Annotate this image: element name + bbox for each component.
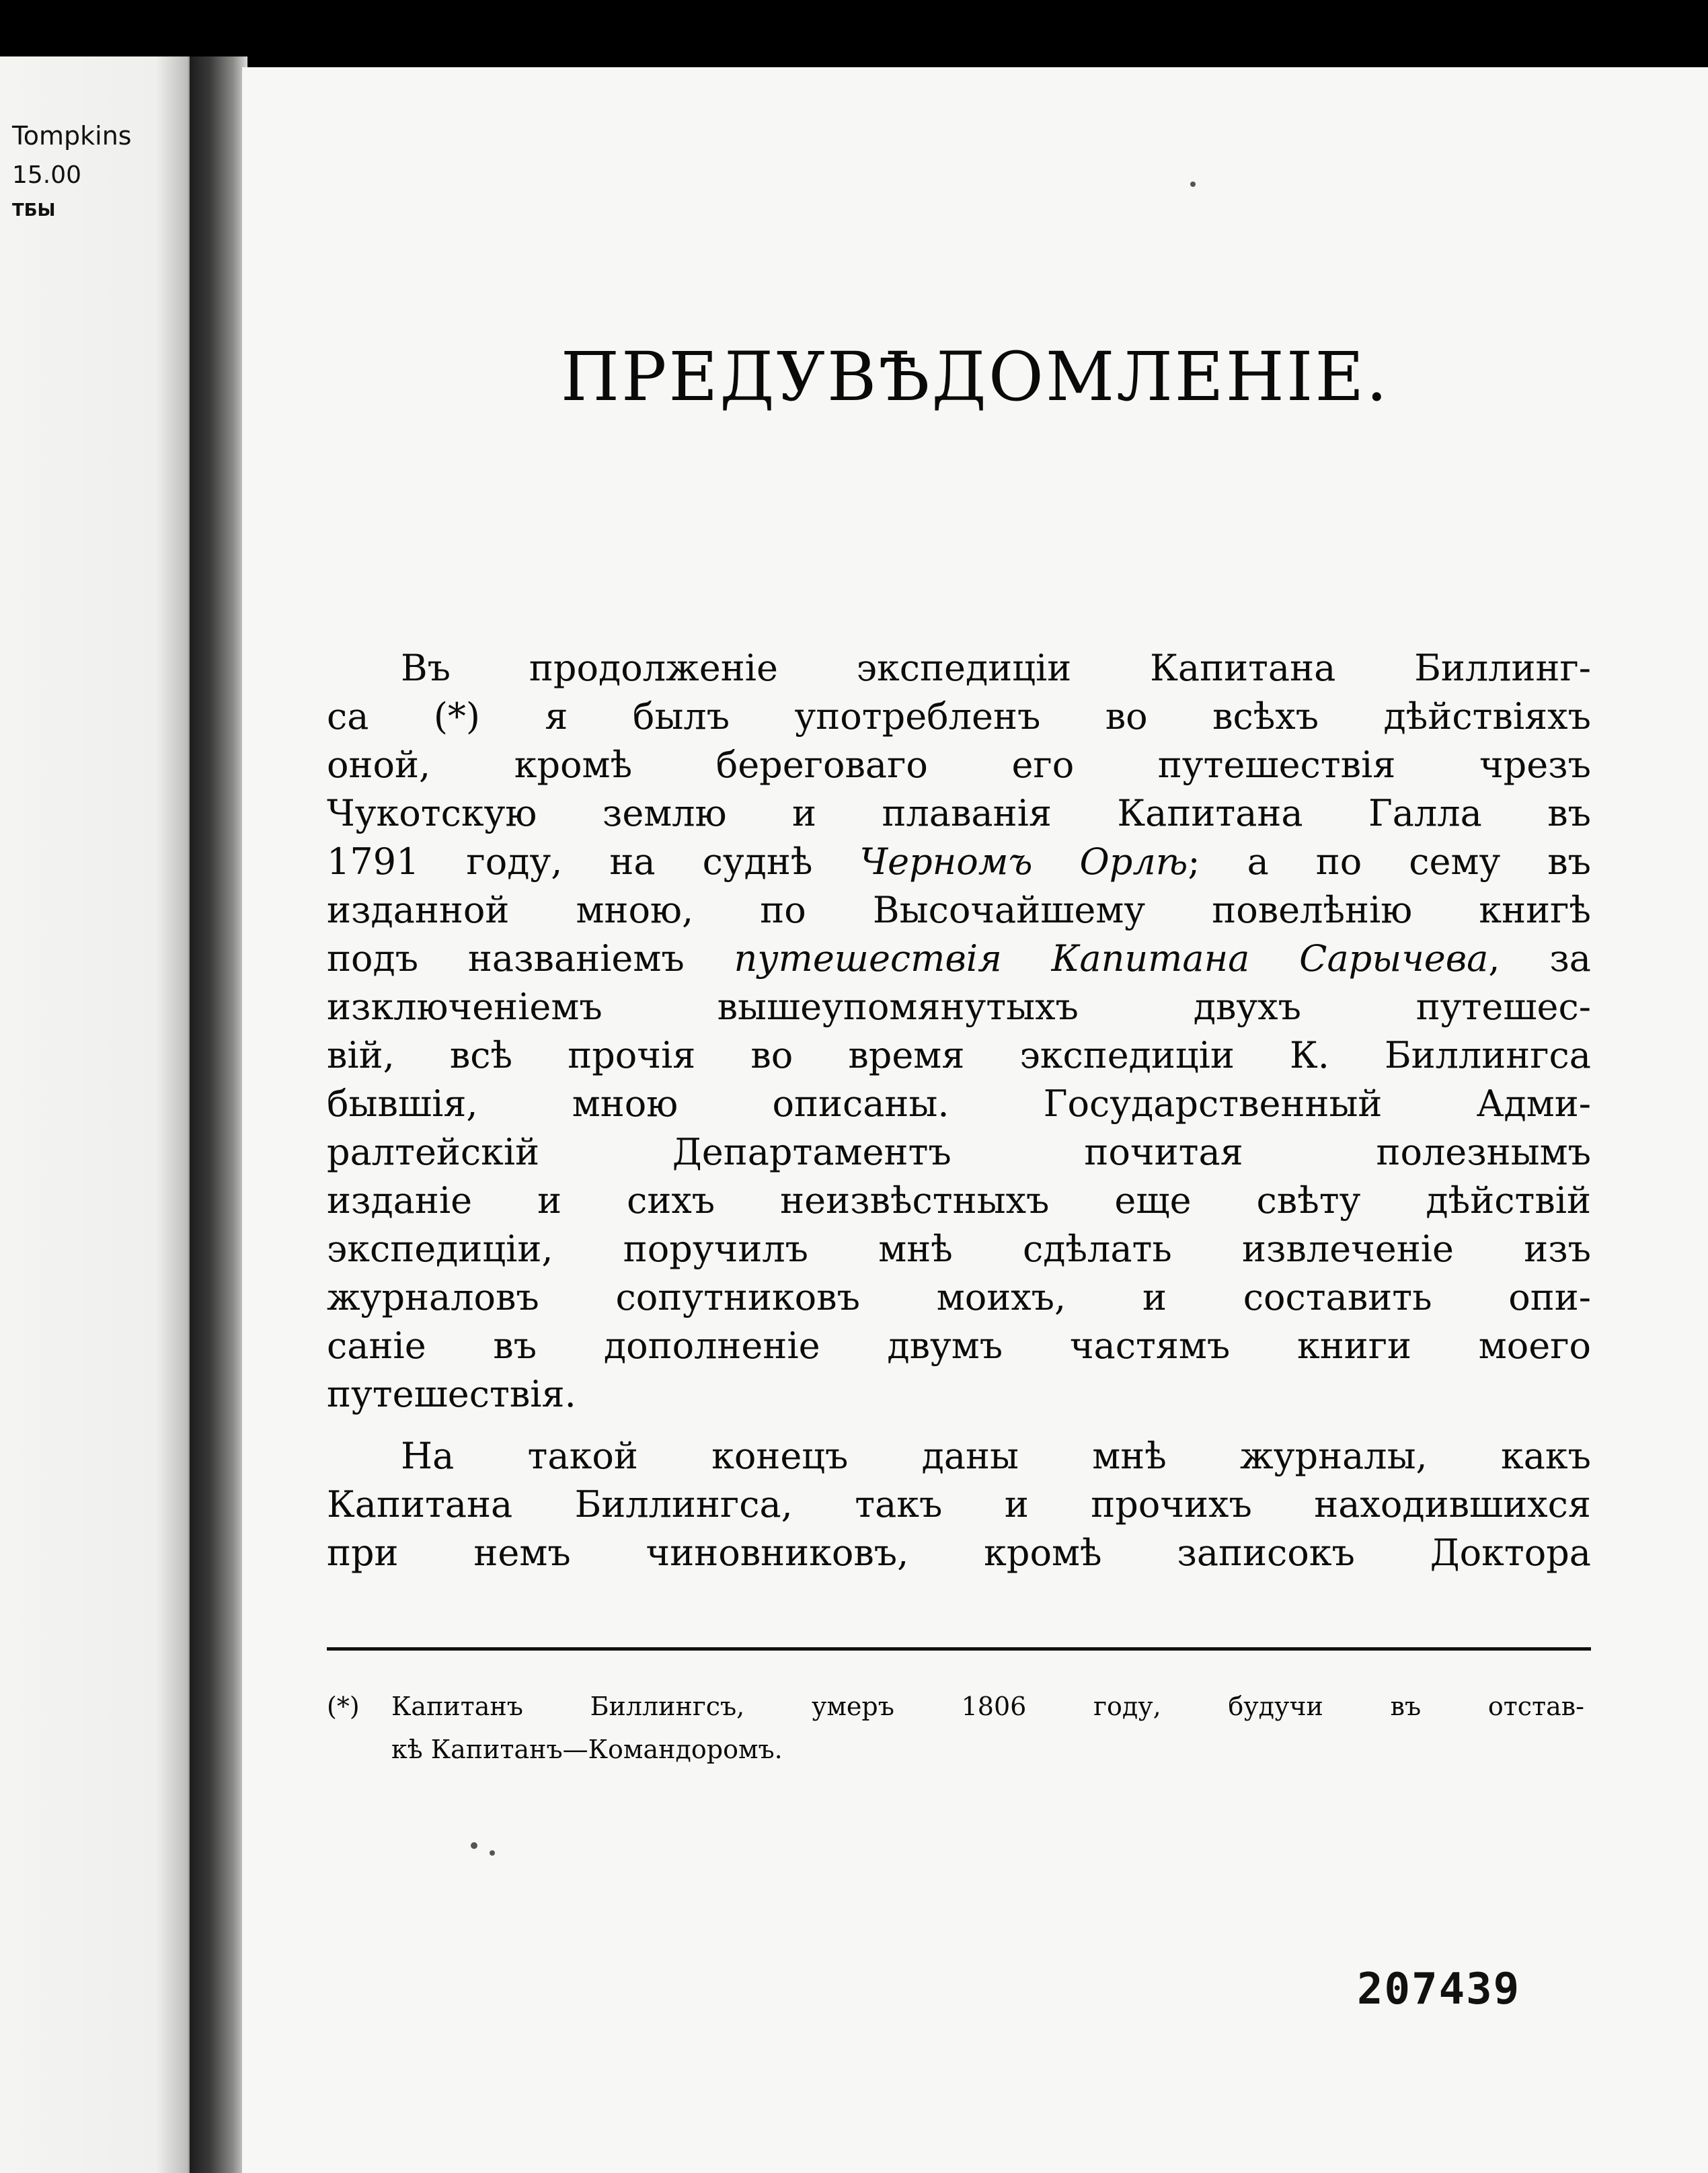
text-line: изданной мною, по Высочайшему повелѣнію книгѣ [327,889,1591,931]
text-line: са (*) я былъ употребленъ во всѣхъ дѣйствіяхъ [327,695,1591,738]
text-segment: , за [1488,937,1591,980]
text-line: путешествія. [327,1373,576,1415]
previous-page-edge [0,56,195,2173]
text-line-with-italic [327,935,1591,983]
text-segment: подъ названіемъ [327,937,685,980]
ship-name: Черномъ Орлѣ [859,840,1188,883]
text-line: изключеніемъ вышеупомянутыхъ двухъ путешес- [327,986,1591,1028]
library-stamp-number: 207439 [1357,1965,1521,2014]
text-line: На такой конецъ даны мнѣ журналы, какъ [401,1435,1591,1477]
footnote [327,1685,1584,1771]
margin-note-code: ТБЫ [12,200,56,221]
book-page [242,67,1708,2173]
text-line: вій, всѣ прочія во время экспедиціи К. Биллингса [327,1034,1591,1076]
text-line: журналовъ сопутниковъ моихъ, и составить опи- [327,1276,1591,1318]
text-line: оной, кромѣ береговаго его путешествія чрезъ [327,744,1591,786]
body-text [327,644,1591,1577]
footnote-mark: (*) [327,1692,360,1721]
text-line: саніе въ дополненіе двумъ частямъ книги моего [327,1325,1591,1367]
text-line: Въ продолженіе экспедиціи Капитана Биллинг- [401,647,1591,689]
text-segment: ; а по сему въ [1188,840,1591,883]
paper-speck [471,1842,477,1849]
text-line: ралтейскій Департаментъ почитая полезнымъ [327,1131,1591,1173]
book-title: путешествія Капитана Сарычева [734,937,1489,980]
text-line: при немъ чиновниковъ, кромѣ записокъ Доктора [327,1532,1591,1574]
footnote-text: Капитанъ Биллингсъ, умеръ 1806 году, будучи въ отстав- [391,1692,1584,1721]
paragraph-gap [327,1419,1591,1432]
text-line: Чукотскую землю и плаванія Капитана Галла въ [327,792,1591,834]
text-line: бывшія, мною описаны. Государственный Адми- [327,1082,1591,1125]
paper-speck [490,1850,495,1856]
text-line-with-italic [327,838,1591,886]
footnote-line: кѣ Капитанъ—Командоромъ. [391,1735,783,1764]
margin-note-price: 15.00 [12,161,82,189]
margin-note-name: Tompkins [12,121,132,151]
book-binding-shadow [190,56,247,2173]
text-line: Капитана Биллингса, такъ и прочихъ находившихся [327,1483,1591,1526]
text-segment: 1791 году, на суднѣ [327,840,813,883]
footnote-line [327,1685,1584,1728]
page-heading: ПРЕДУВѢДОМЛЕНІЕ. [560,338,1390,416]
text-line: изданіе и сихъ неизвѣстныхъ еще свѣту дѣйствій [327,1179,1591,1222]
footnote-rule [327,1647,1591,1651]
paper-speck [1190,182,1196,187]
text-line: экспедиціи, поручилъ мнѣ сдѣлать извлеченіе изъ [327,1228,1591,1270]
